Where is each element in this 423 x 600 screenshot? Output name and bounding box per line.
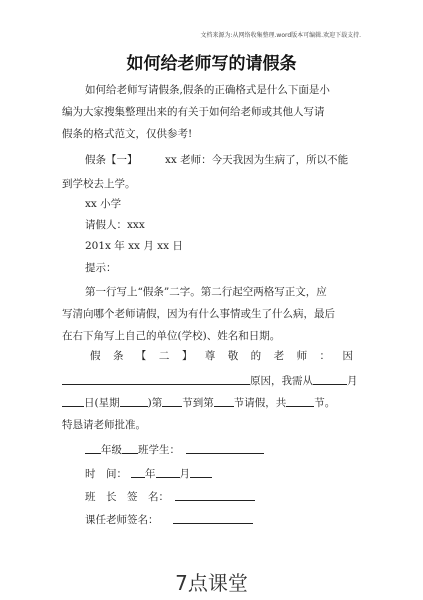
blank-time-year[interactable] [131, 465, 145, 478]
blank-student-name[interactable] [186, 441, 264, 454]
blank-total-periods[interactable] [286, 394, 314, 407]
teacher-sign-line [85, 510, 253, 531]
example2-char: ： [319, 350, 331, 362]
example2-text: 班 长 签 名： [85, 491, 169, 503]
tips-line-2: 写清向哪个老师请假，因为有什么事情或生了什么病，最后 [62, 308, 335, 320]
blank-grade[interactable] [85, 441, 101, 454]
example2-char: 老 [273, 350, 285, 362]
blank-day[interactable] [62, 394, 84, 407]
blank-end-period[interactable] [214, 394, 234, 407]
tips-label: 提示： [85, 262, 117, 274]
example2-text: 年 [145, 468, 156, 480]
example2-char: 因 [342, 350, 353, 362]
page-title: 如何给老师写的请假条 [126, 54, 297, 74]
blank-month[interactable] [313, 372, 347, 385]
example2-text: 课任老师签名： [85, 514, 159, 526]
blank-teacher-signature[interactable] [173, 511, 253, 524]
blank-time-day[interactable] [190, 465, 212, 478]
header-note: 文档来源为:从网络收集整理.word版本可编辑.欢迎下载支持. [200, 32, 361, 39]
tips-line-3: 在右下角写上自己的单位(学校)、姓名和日期。 [62, 330, 281, 342]
example1-label: 假条【一】 [85, 154, 138, 166]
example2-char: 】 [181, 350, 193, 362]
example2-text: 月 [179, 468, 190, 480]
intro-line-3: 假条的格式范文，仅供参考! [62, 128, 193, 140]
blank-time-month[interactable] [156, 465, 180, 478]
example1-line-2: 到学校去上学。 [62, 178, 136, 190]
example2-char: 假 [90, 350, 101, 362]
blank-weekday[interactable] [120, 394, 148, 407]
monitor-sign-line [85, 487, 255, 508]
intro-line-1: 如何给老师写请假条,假条的正确格式是什么下面是小 [85, 84, 330, 96]
example2-first-line [90, 348, 353, 363]
example2-line-4: 特恳请老师批准。 [62, 419, 146, 431]
example2-text: 日(星期 [84, 397, 120, 409]
example2-char: 条 [112, 350, 124, 362]
example2-char: 敬 [227, 350, 239, 362]
example2-text: 时 间： [85, 468, 127, 480]
grade-class-line [85, 440, 264, 461]
example2-char: 的 [250, 350, 262, 362]
example2-text: 原因，我需从 [250, 375, 313, 387]
tips-line-1: 第一行写上“假条”二字。第二行起空两格写正文，应 [85, 286, 327, 298]
blank-class[interactable] [122, 441, 138, 454]
example2-text: 班学生： [138, 444, 180, 456]
example2-line-3 [62, 393, 335, 414]
example2-text: )第 [147, 397, 163, 409]
intro-line-2: 编为大家搜集整理出来的有关于如何给老师或其他人写请 [62, 106, 325, 118]
example2-text: 节。 [314, 397, 336, 409]
example2-text: 节到第 [182, 397, 214, 409]
watermark: 7点课堂 [175, 571, 248, 595]
example1-school: xx 小学 [85, 198, 122, 210]
example2-char: 【 [135, 350, 147, 362]
example1-line-1: xx 老师：今天我因为生病了，所以不能 [165, 154, 349, 166]
example2-line-2 [62, 371, 358, 392]
time-line [85, 464, 212, 485]
example1-date: 201x 年 xx 月 xx 日 [85, 240, 183, 252]
example2-char: 尊 [204, 350, 216, 362]
example1-applicant: 请假人：xxx [85, 219, 145, 231]
example2-text: 节请假，共 [233, 397, 287, 409]
example2-text: 年级 [101, 444, 122, 456]
blank-monitor-signature[interactable] [175, 488, 255, 501]
example2-text: 月 [347, 375, 358, 387]
blank-reason[interactable] [62, 372, 250, 385]
example2-char: 师 [296, 350, 308, 362]
blank-start-period[interactable] [162, 394, 182, 407]
example2-char: 二 [158, 350, 170, 362]
